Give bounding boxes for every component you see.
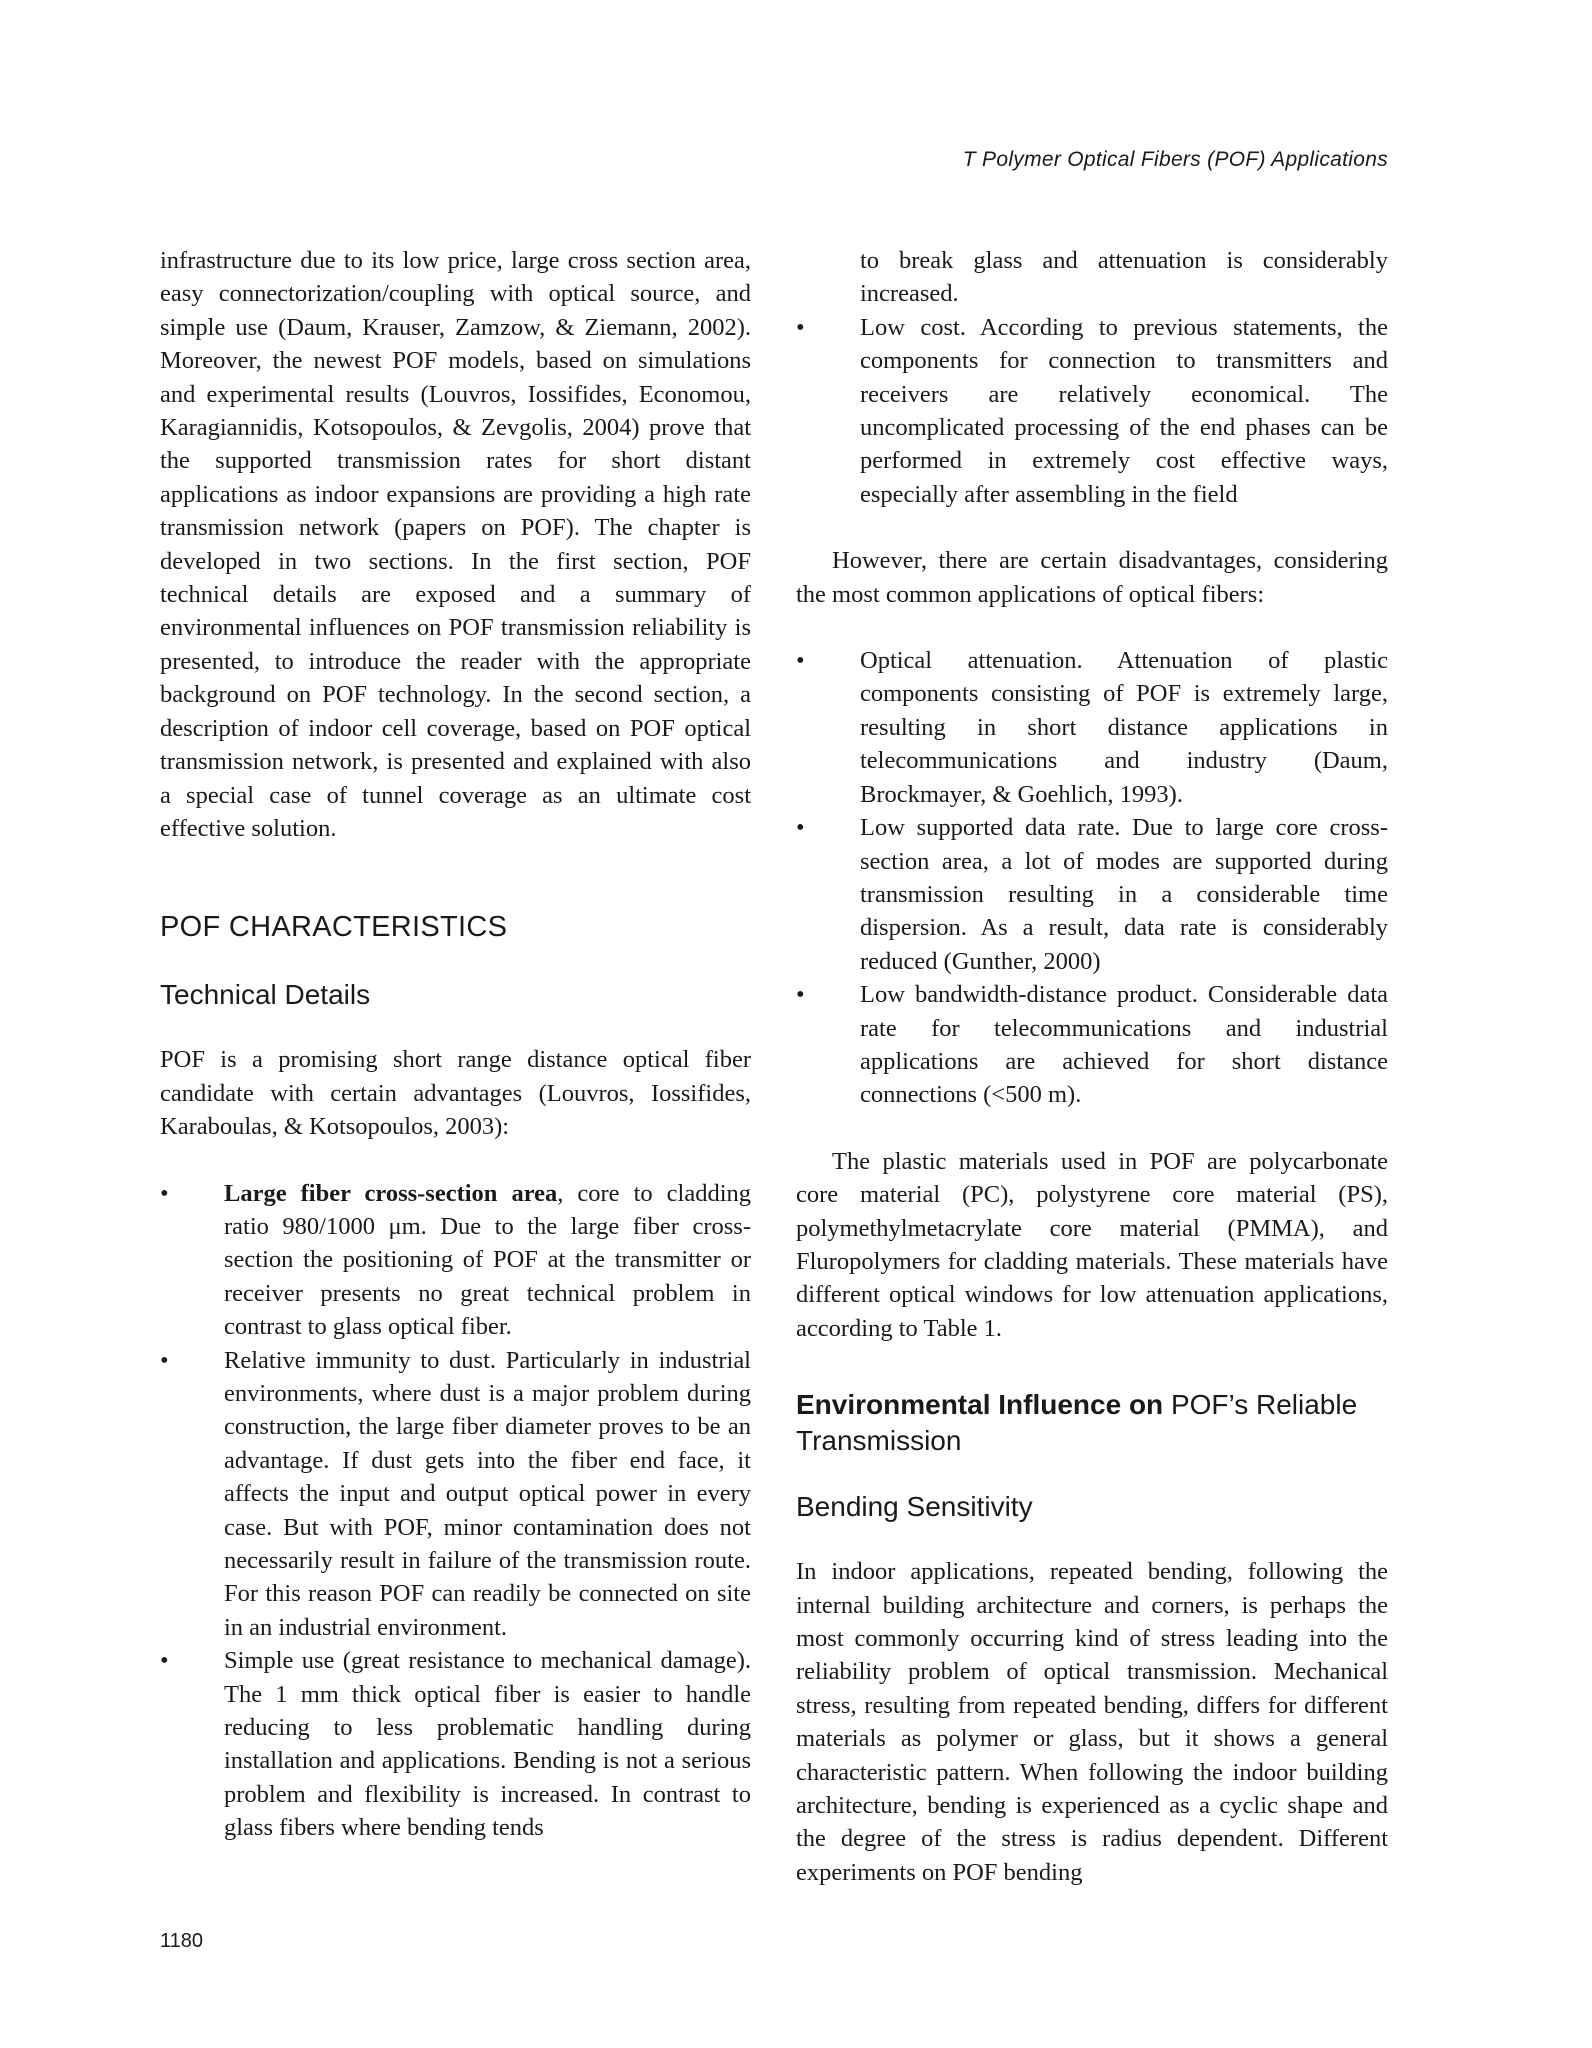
sub-heading-technical-details: Technical Details [160, 979, 371, 1011]
intro-paragraph: infrastructure due to its low price, large cross section area, easy connectorization/coupling with optical source, and simple use (Daum, Krauser, Zamzow, & Ziemann, 2002). Moreover, the newest POF models, based on simulations and experimental results (Louvros, Iossifides, Economou, Karagiannidis, Kotsopoulos, & Zevgolis, 2004) prove that the supported transmission rates for short distant applications as indoor expansions are providing a high rate transmission network (papers on POF). The chapter is developed in two sections. In the first section, POF technical details are exposed and a summary of environmental influences on POF transmission reliability is presented, to introduce the reader with the appropriate background on POF technology. In the second section, a description of indoor cell coverage, based on POF optical transmission network, is presented and explained with also a special case of tunnel coverage as an ultimate cost effective solution. [160, 247, 751, 842]
env-heading-bold: Environmental Influence on [796, 1389, 1164, 1421]
list-item [796, 811, 1388, 978]
bullet-text: Low supported data rate. Due to large core cross-section area, a lot of modes are supported during transmission resulting in a considerable time dispersion. As a result, data rate is considerably reduced (Gunther, 2000) [860, 814, 1388, 975]
spacer [796, 1345, 1388, 1387]
continued-list [796, 244, 1388, 511]
list-item [796, 978, 1388, 1112]
list-item [796, 644, 1388, 811]
list-item [160, 1344, 751, 1645]
disadvantages-lead-paragraph: However, there are certain disadvantages, considering the most common applications of optical fibers: [796, 547, 1388, 608]
list-item-continued [796, 244, 1388, 311]
bullet-symbol: • [160, 1179, 169, 1207]
bullet-term: Large fiber cross-section area [224, 1179, 558, 1207]
spacer [160, 1144, 751, 1177]
sub-heading-environmental-influence [796, 1387, 1388, 1459]
bullet-symbol: • [796, 647, 805, 675]
spacer [796, 1459, 1388, 1489]
section-heading: POF CHARACTERISTICS [160, 911, 508, 944]
bending-paragraph: In indoor applications, repeated bending, following the internal building architecture and corners, is perhaps the most commonly occurring kind of stress leading into the reliability problem of optical transmission. Mechanical stress, resulting from repeated bending, differs for different materials as polymer or glass, but it shows a general characteristic pattern. When following the indoor building architecture, bending is experienced as a cyclic shape and the degree of the stress is radius dependent. Different experiments on POF bending [796, 1558, 1388, 1886]
running-head-title: T Polymer Optical Fibers (POF) Applications [962, 148, 1388, 171]
bullet-text: Optical attenuation. Attenuation of plastic components consisting of POF is extremely large, resulting in short distance applications in telecommunications and industry (Daum, Brockmayer, & Goehlich, 1993). [860, 647, 1388, 808]
list-item [160, 1177, 751, 1344]
bullet-symbol: • [160, 1647, 169, 1675]
bullet-text: , core to cladding ratio 980/1000 μm. Due to the large fiber cross-section the positioning of POF at the transmitter or receiver presents no great technical problem in contrast to glass optical fiber. [224, 1179, 751, 1341]
env-heading-rest: POF’s Reliable Transmission [796, 1389, 1358, 1457]
bullet-text: Simple use (great resistance to mechanical damage). The 1 mm thick optical fiber is easier to handle reducing to less problematic handling during installation and applications. Bending is not a serious problem and flexibility is increased. In contrast to glass fibers where bending tends [224, 1647, 751, 1842]
spacer [796, 1525, 1388, 1555]
page-number: 1180 [160, 1930, 204, 1952]
spacer [796, 1112, 1388, 1145]
sub-heading-bending-sensitivity: Bending Sensitivity [796, 1491, 1033, 1523]
right-column [796, 244, 1388, 1889]
bullet-text: Relative immunity to dust. Particularly in industrial environments, where dust is a major problem during construction, the large fiber diameter proves to be an advantage. If dust gets into the fiber end face, it affects the input and output optical power in every case. But with POF, minor contamination does not necessarily result in failure of the transmission route. For this reason POF can readily be connected on site in an industrial environment. [224, 1346, 751, 1641]
spacer [160, 945, 751, 977]
spacer [160, 1013, 751, 1043]
list-item [796, 311, 1388, 511]
materials-paragraph: The plastic materials used in POF are polycarbonate core material (PC), polystyrene core material (PS), polymethylmetacrylate core material (PMMA), and Fluropolymers for cladding materials. These materials have different optical windows for low attenuation applications, according to Table 1. [796, 1147, 1388, 1342]
bullet-text: Low cost. According to previous statements, the components for connection to transmitters and receivers are relatively economical. The uncomplicated processing of the end phases can be performed in extremely cost effective ways, especially after assembling in the field [860, 313, 1388, 508]
advantages-lead-paragraph: POF is a promising short range distance optical fiber candidate with certain advantages (Louvros, Iossifides, Karaboulas, & Kotsopoulos, 2003): [160, 1046, 751, 1141]
spacer [796, 611, 1388, 644]
bullet-text: to break glass and attenuation is considerably increased. [860, 247, 1388, 308]
list-item [160, 1644, 751, 1844]
bullet-symbol: • [160, 1346, 169, 1374]
bullet-symbol: • [796, 313, 805, 341]
advantages-list [160, 1177, 751, 1845]
bullet-symbol: • [796, 981, 805, 1009]
spacer [796, 511, 1388, 544]
left-column [160, 244, 751, 1845]
bullet-text: Low bandwidth-distance product. Considerable data rate for telecommunications and industrial applications are achieved for short distance connections (<500 m). [860, 981, 1388, 1109]
bullet-symbol: • [796, 814, 805, 842]
disadvantages-list [796, 644, 1388, 1112]
spacer [160, 845, 751, 909]
